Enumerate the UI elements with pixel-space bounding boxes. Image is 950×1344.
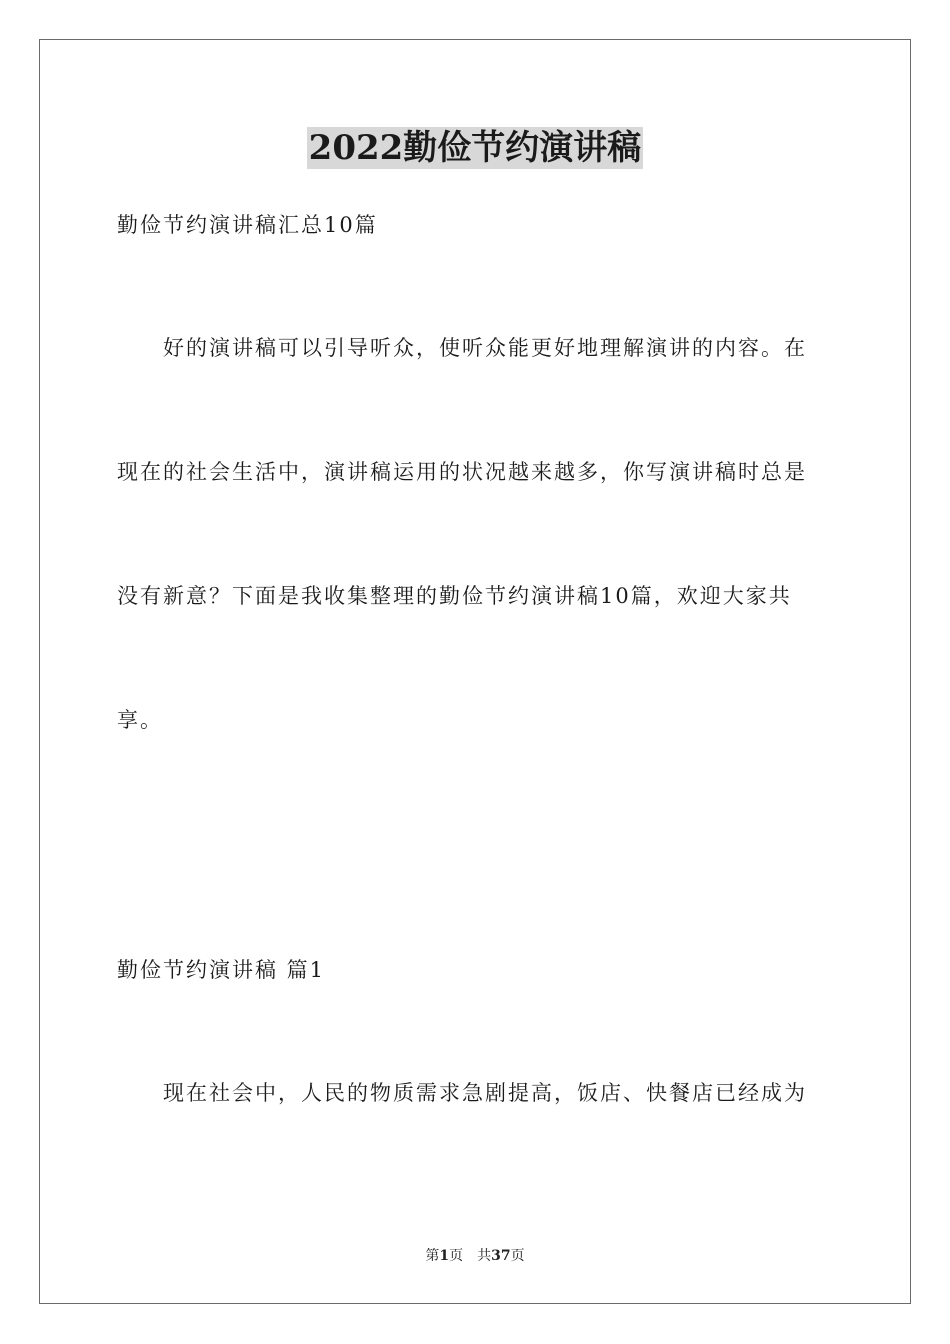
paragraph-line: 现在的社会生活中，演讲稿运用的状况越来越多，你写演讲稿时总是 [117,460,807,484]
footer-page-prefix: 第 [425,1248,440,1264]
document-subtitle: 勤俭节约演讲稿汇总10篇 [117,213,378,237]
paragraph-line: 好的演讲稿可以引导听众，使听众能更好地理解演讲的内容。在 [117,336,807,360]
section-heading: 勤俭节约演讲稿 篇1 [117,958,326,982]
document-title-text: 2022勤俭节约演讲稿 [308,128,642,168]
footer-total-pages: 37 [491,1248,511,1264]
footer-total-prefix: 共 [477,1248,492,1264]
footer-total-suffix: 页 [510,1248,525,1264]
paragraph-line: 享。 [117,708,163,732]
footer-page-suffix: 页 [449,1248,464,1264]
paragraph-line: 现在社会中，人民的物质需求急剧提高，饭店、快餐店已经成为 [117,1081,807,1105]
page-footer [0,1246,950,1266]
paragraph-line: 没有新意？下面是我收集整理的勤俭节约演讲稿10篇，欢迎大家共 [117,584,792,608]
document-title [0,127,950,169]
footer-page-number: 1 [439,1248,450,1264]
